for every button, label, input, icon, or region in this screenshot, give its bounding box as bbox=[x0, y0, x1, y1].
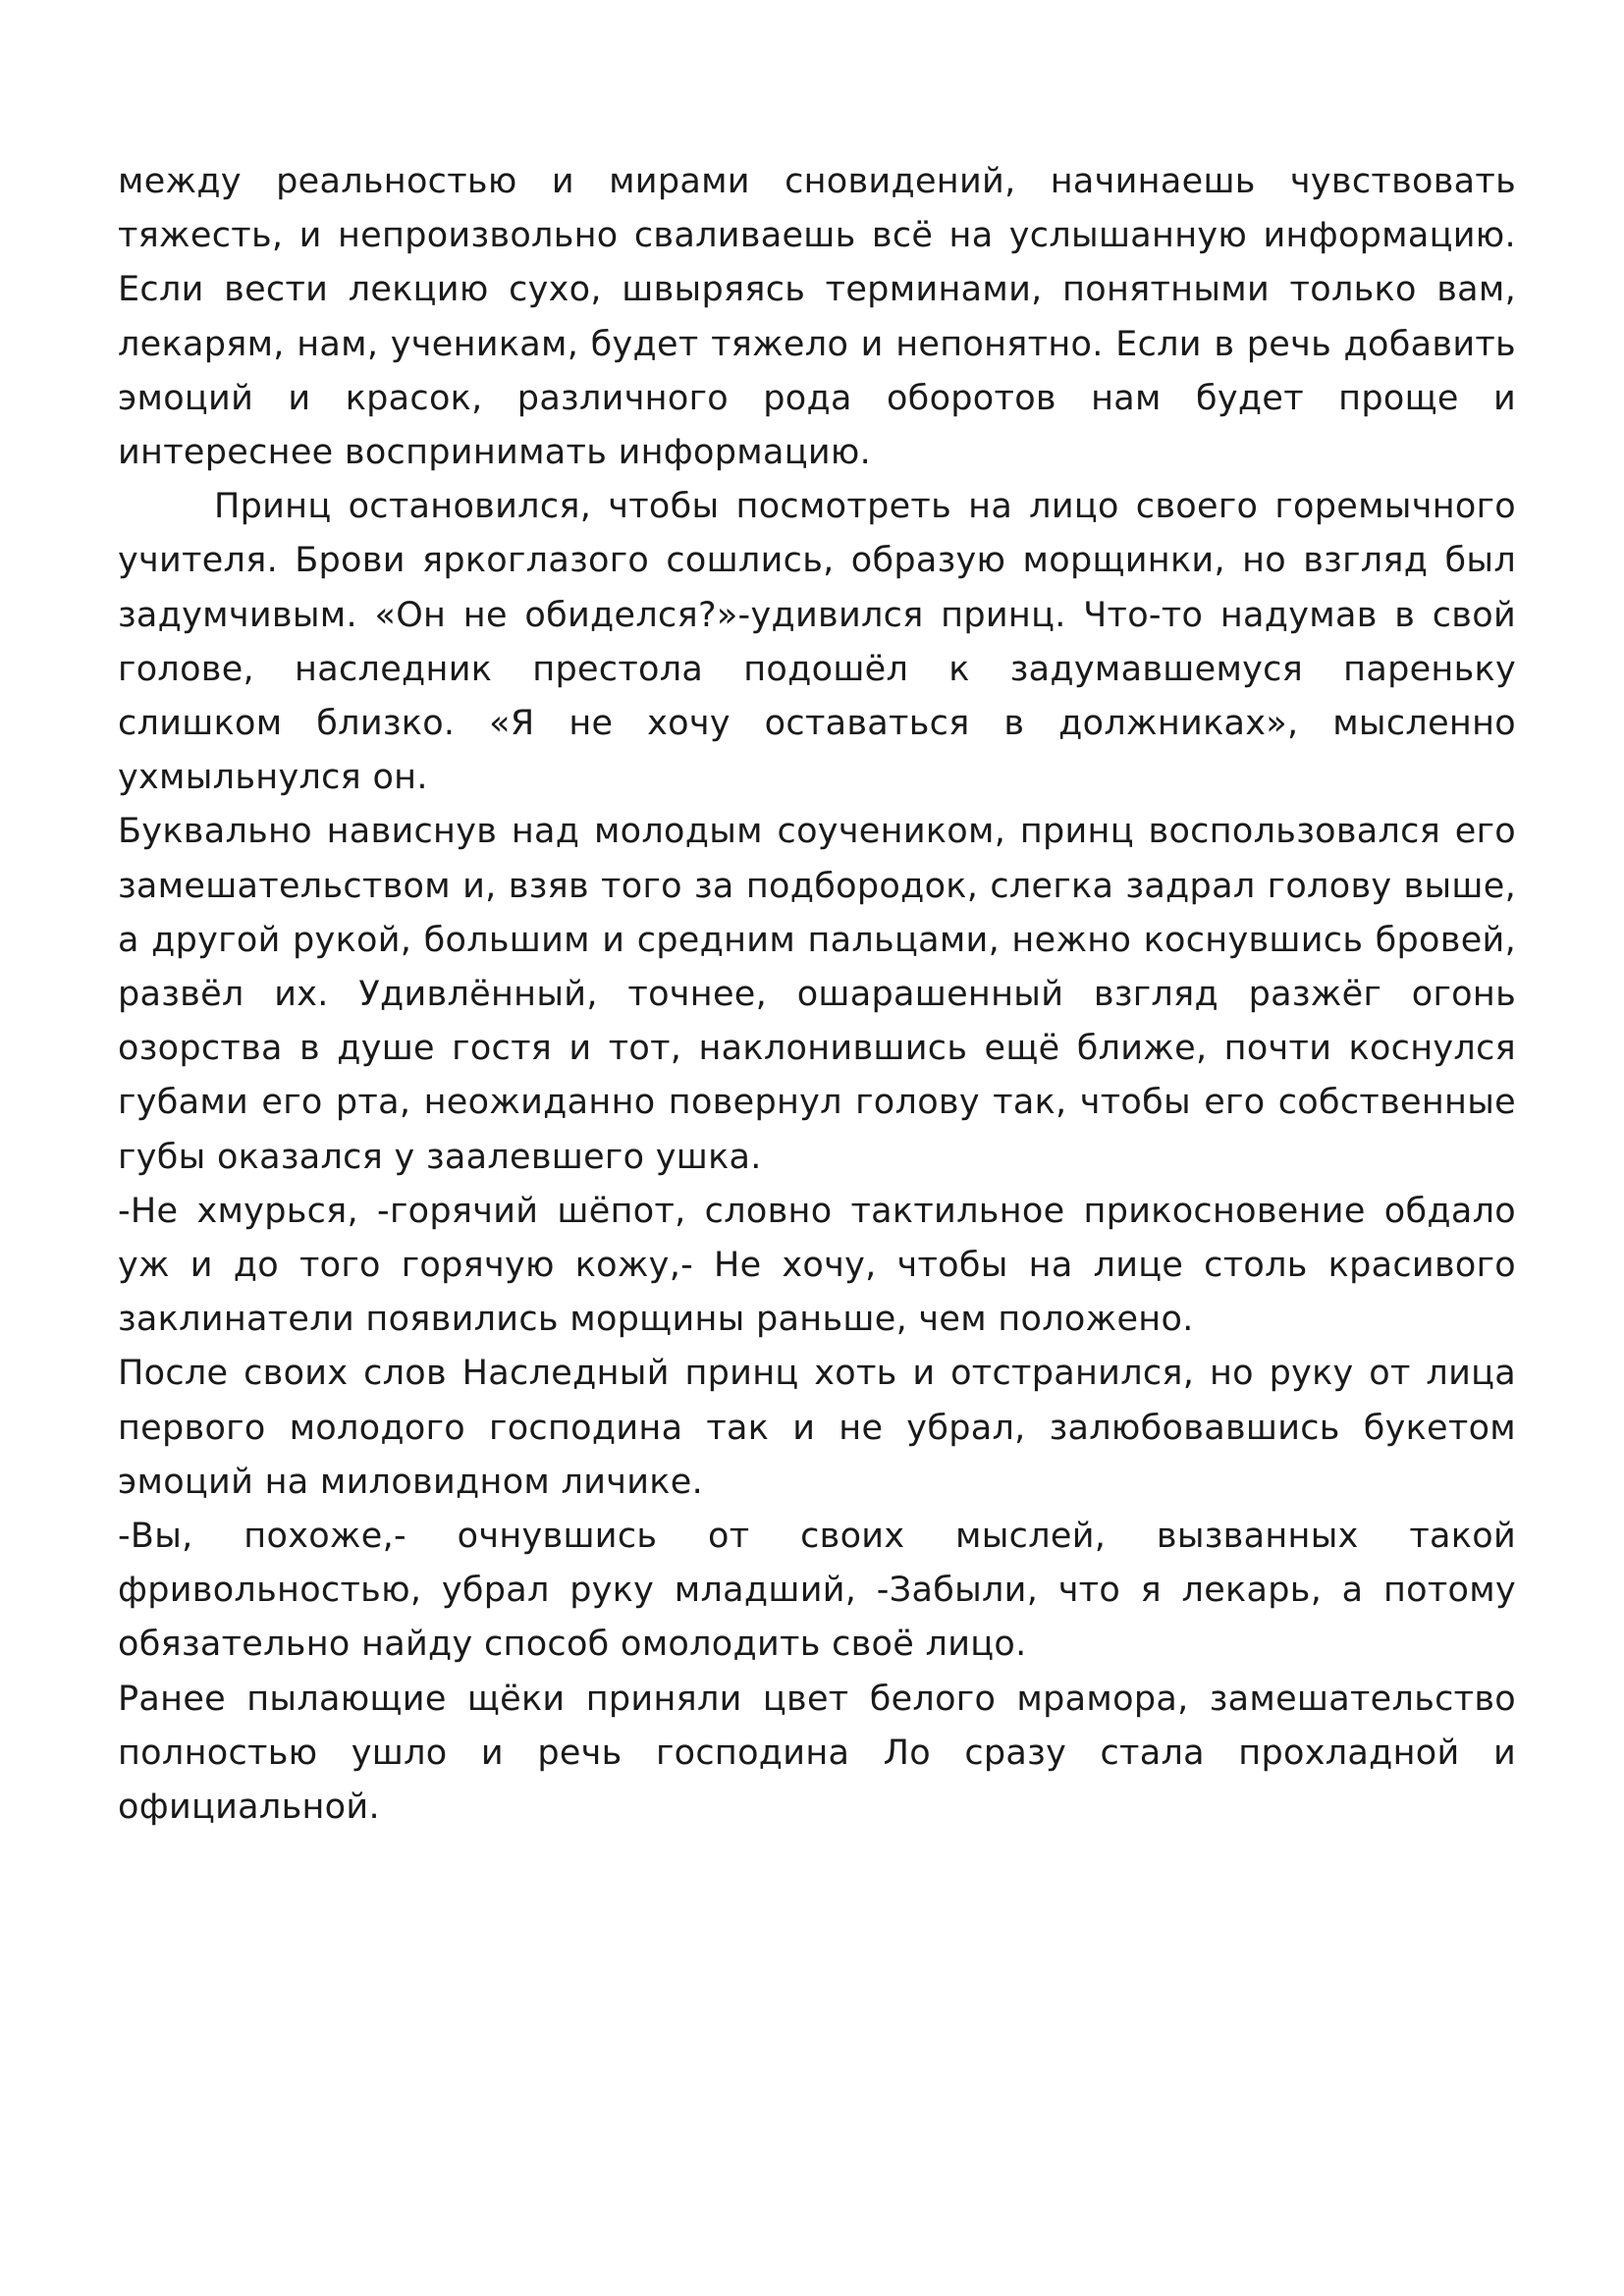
paragraph-1: между реальностью и мирами сновидений, начинаешь чувствовать тяжесть, и непроизвольно сваливаешь всё на услышанную информацию. Если вести лекцию сухо, швыряясь терминами, понятными только вам, лекарям, нам, ученикам, будет тяжело и непонятно. Если в речь добавить эмоций и красок, различного рода оборотов нам будет проще и интереснее воспринимать информацию. bbox=[118, 162, 1516, 473]
paragraph-7: Ранее пылающие щёки приняли цвет белого мрамора, замешательство полностью ушло и речь господина Ло сразу стала прохладной и официальной. bbox=[118, 1679, 1516, 1828]
paragraph-5: После своих слов Наследный принц хоть и отстранился, но руку от лица первого молодого господина так и не убрал, залюбовавшись букетом эмоций на миловидном личике. bbox=[118, 1354, 1516, 1502]
paragraph-4: -Не хмурься, -горячий шёпот, словно тактильное прикосновение обдало уж и до того горячую кожу,- Не хочу, чтобы на лице столь красивого заклинатели появились морщины раньше, чем положено. bbox=[118, 1191, 1516, 1340]
paragraph-3: Буквально нависнув над молодым соучеником, принц воспользовался его замешательством и, взяв того за подбородок, слегка задрал голову выше, а другой рукой, большим и средним пальцами, нежно коснувшись бровей, развёл их. Удивлённый, точнее, ошарашенный взгляд разжёг огонь озорства в душе гостя и тот, наклонившись ещё ближе, почти коснулся губами его рта, неожиданно повернул голову так, чтобы его собственные губы оказался у заалевшего ушка. bbox=[118, 812, 1516, 1177]
paragraph-6: -Вы, похоже,- очнувшись от своих мыслей, вызванных такой фривольностью, убрал руку младший, -Забыли, что я лекарь, а потому обязательно найду способ омолодить своё лицо. bbox=[118, 1517, 1516, 1665]
text-body bbox=[118, 155, 1516, 1835]
paragraph-2: Принц остановился, чтобы посмотреть на лицо своего горемычного учителя. Брови яркоглазого сошлись, образую морщинки, но взгляд был задумчивым. «Он не обиделся?»-удивился принц. Что-то надумав в свой голове, наследник престола подошёл к задумавшемуся пареньку слишком близко. «Я не хочу оставаться в должниках», мысленно ухмыльнулся он. bbox=[118, 487, 1516, 798]
